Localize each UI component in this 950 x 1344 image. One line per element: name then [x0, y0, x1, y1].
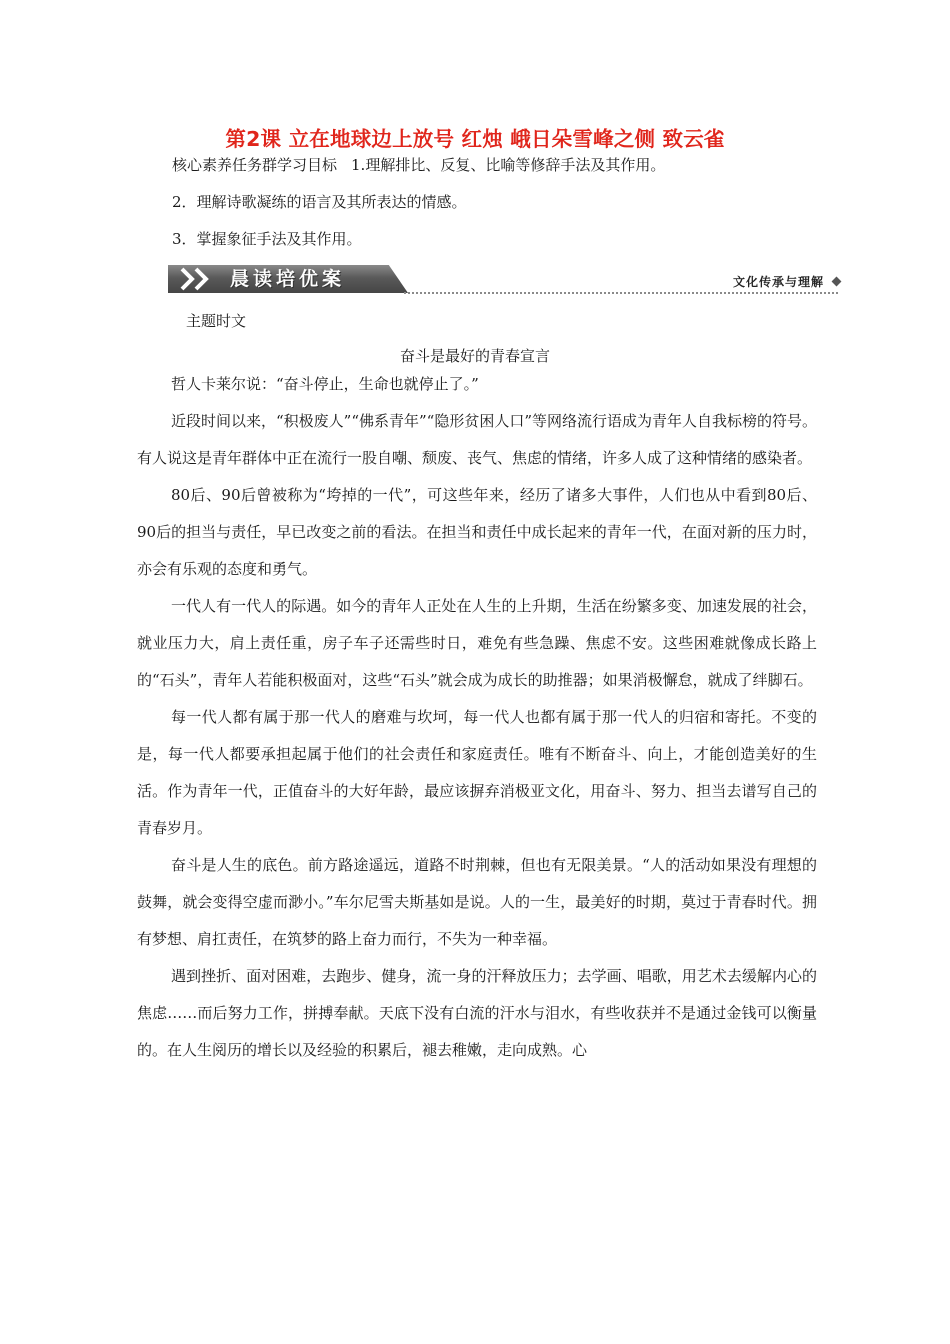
banner-category-label: 文化传承与理解: [732, 275, 824, 289]
learning-goals-label: 核心素养任务群学习目标: [172, 156, 338, 174]
learning-goal-3: 3．掌握象征手法及其作用。: [172, 230, 362, 248]
section-banner: [168, 262, 842, 294]
double-chevron-icon: [176, 265, 220, 293]
article-body: [137, 366, 817, 1069]
learning-goal-1: [172, 154, 665, 175]
banner-dotted-divider: [404, 292, 838, 294]
diamond-icon: [832, 277, 842, 287]
article-paragraph: 哲人卡莱尔说：“奋斗停止，生命也就停止了。”: [171, 375, 479, 393]
learning-goal-text: 1.理解排比、反复、比喻等修辞手法及其作用。: [351, 156, 666, 174]
article-paragraph: 一代人有一代人的际遇。如今的青年人正处在人生的上升期，生活在纷繁多变、加速发展的社会，就业压力大，肩上责任重，房子车子还需些时日，难免有些急躁、焦虑不安。这些困难就像成长路上的“石头”，青年人若能积极面对，这些“石头”就会成为成长的助推器；如果消极懈怠，就成了绊脚石。: [137, 597, 817, 689]
banner-title: 晨读培优案: [230, 268, 346, 290]
article-paragraph: 每一代人都有属于那一代人的磨难与坎坷，每一代人也都有属于那一代人的归宿和寄托。不变的是，每一代人都要承担起属于他们的社会责任和家庭责任。唯有不断奋斗、向上，才能创造美好的生活。作为青年一代，正值奋斗的大好年龄，最应该摒弃消极亚文化，用奋斗、努力、担当去谱写自己的青春岁月。: [137, 708, 817, 837]
article-paragraph: 遇到挫折、面对困难，去跑步、健身，流一身的汗释放压力；去学画、唱歌，用艺术去缓解内心的焦虑……而后努力工作，拼搏奉献。天底下没有白流的汗水与泪水，有些收获并不是通过金钱可以衡量的。在人生阅历的增长以及经验的积累后，褪去稚嫩，走向成熟。心: [137, 967, 817, 1059]
article-paragraph: 奋斗是人生的底色。前方路途遥远，道路不时荆棘，但也有无限美景。“人的活动如果没有理想的鼓舞，就会变得空虚而渺小。”车尔尼雪夫斯基如是说。人的一生，最美好的时期，莫过于青春时代。拥有梦想、肩扛责任，在筑梦的路上奋力而行，不失为一种幸福。: [137, 856, 817, 948]
article-title: 奋斗是最好的青春宣言: [399, 347, 550, 365]
section-label: 主题时文: [186, 312, 247, 330]
article-paragraph: 80后、90后曾被称为“垮掉的一代”，可这些年来，经历了诸多大事件，人们也从中看到80后、90后的担当与责任，早已改变之前的看法。在担当和责任中成长起来的青年一代，在面对新的压力时，亦会有乐观的态度和勇气。: [137, 486, 817, 578]
article-paragraph: 近段时间以来，“积极废人”“佛系青年”“隐形贫困人口”等网络流行语成为青年人自我标榜的符号。有人说这是青年群体中正在流行一股自嘲、颓废、丧气、焦虑的情绪，许多人成了这种情绪的感染者。: [137, 412, 818, 467]
lesson-title: 第2课 立在地球边上放号 红烛 峨日朵雪峰之侧 致云雀: [225, 127, 725, 151]
learning-goal-2: 2．理解诗歌凝练的语言及其所表达的情感。: [172, 193, 467, 211]
